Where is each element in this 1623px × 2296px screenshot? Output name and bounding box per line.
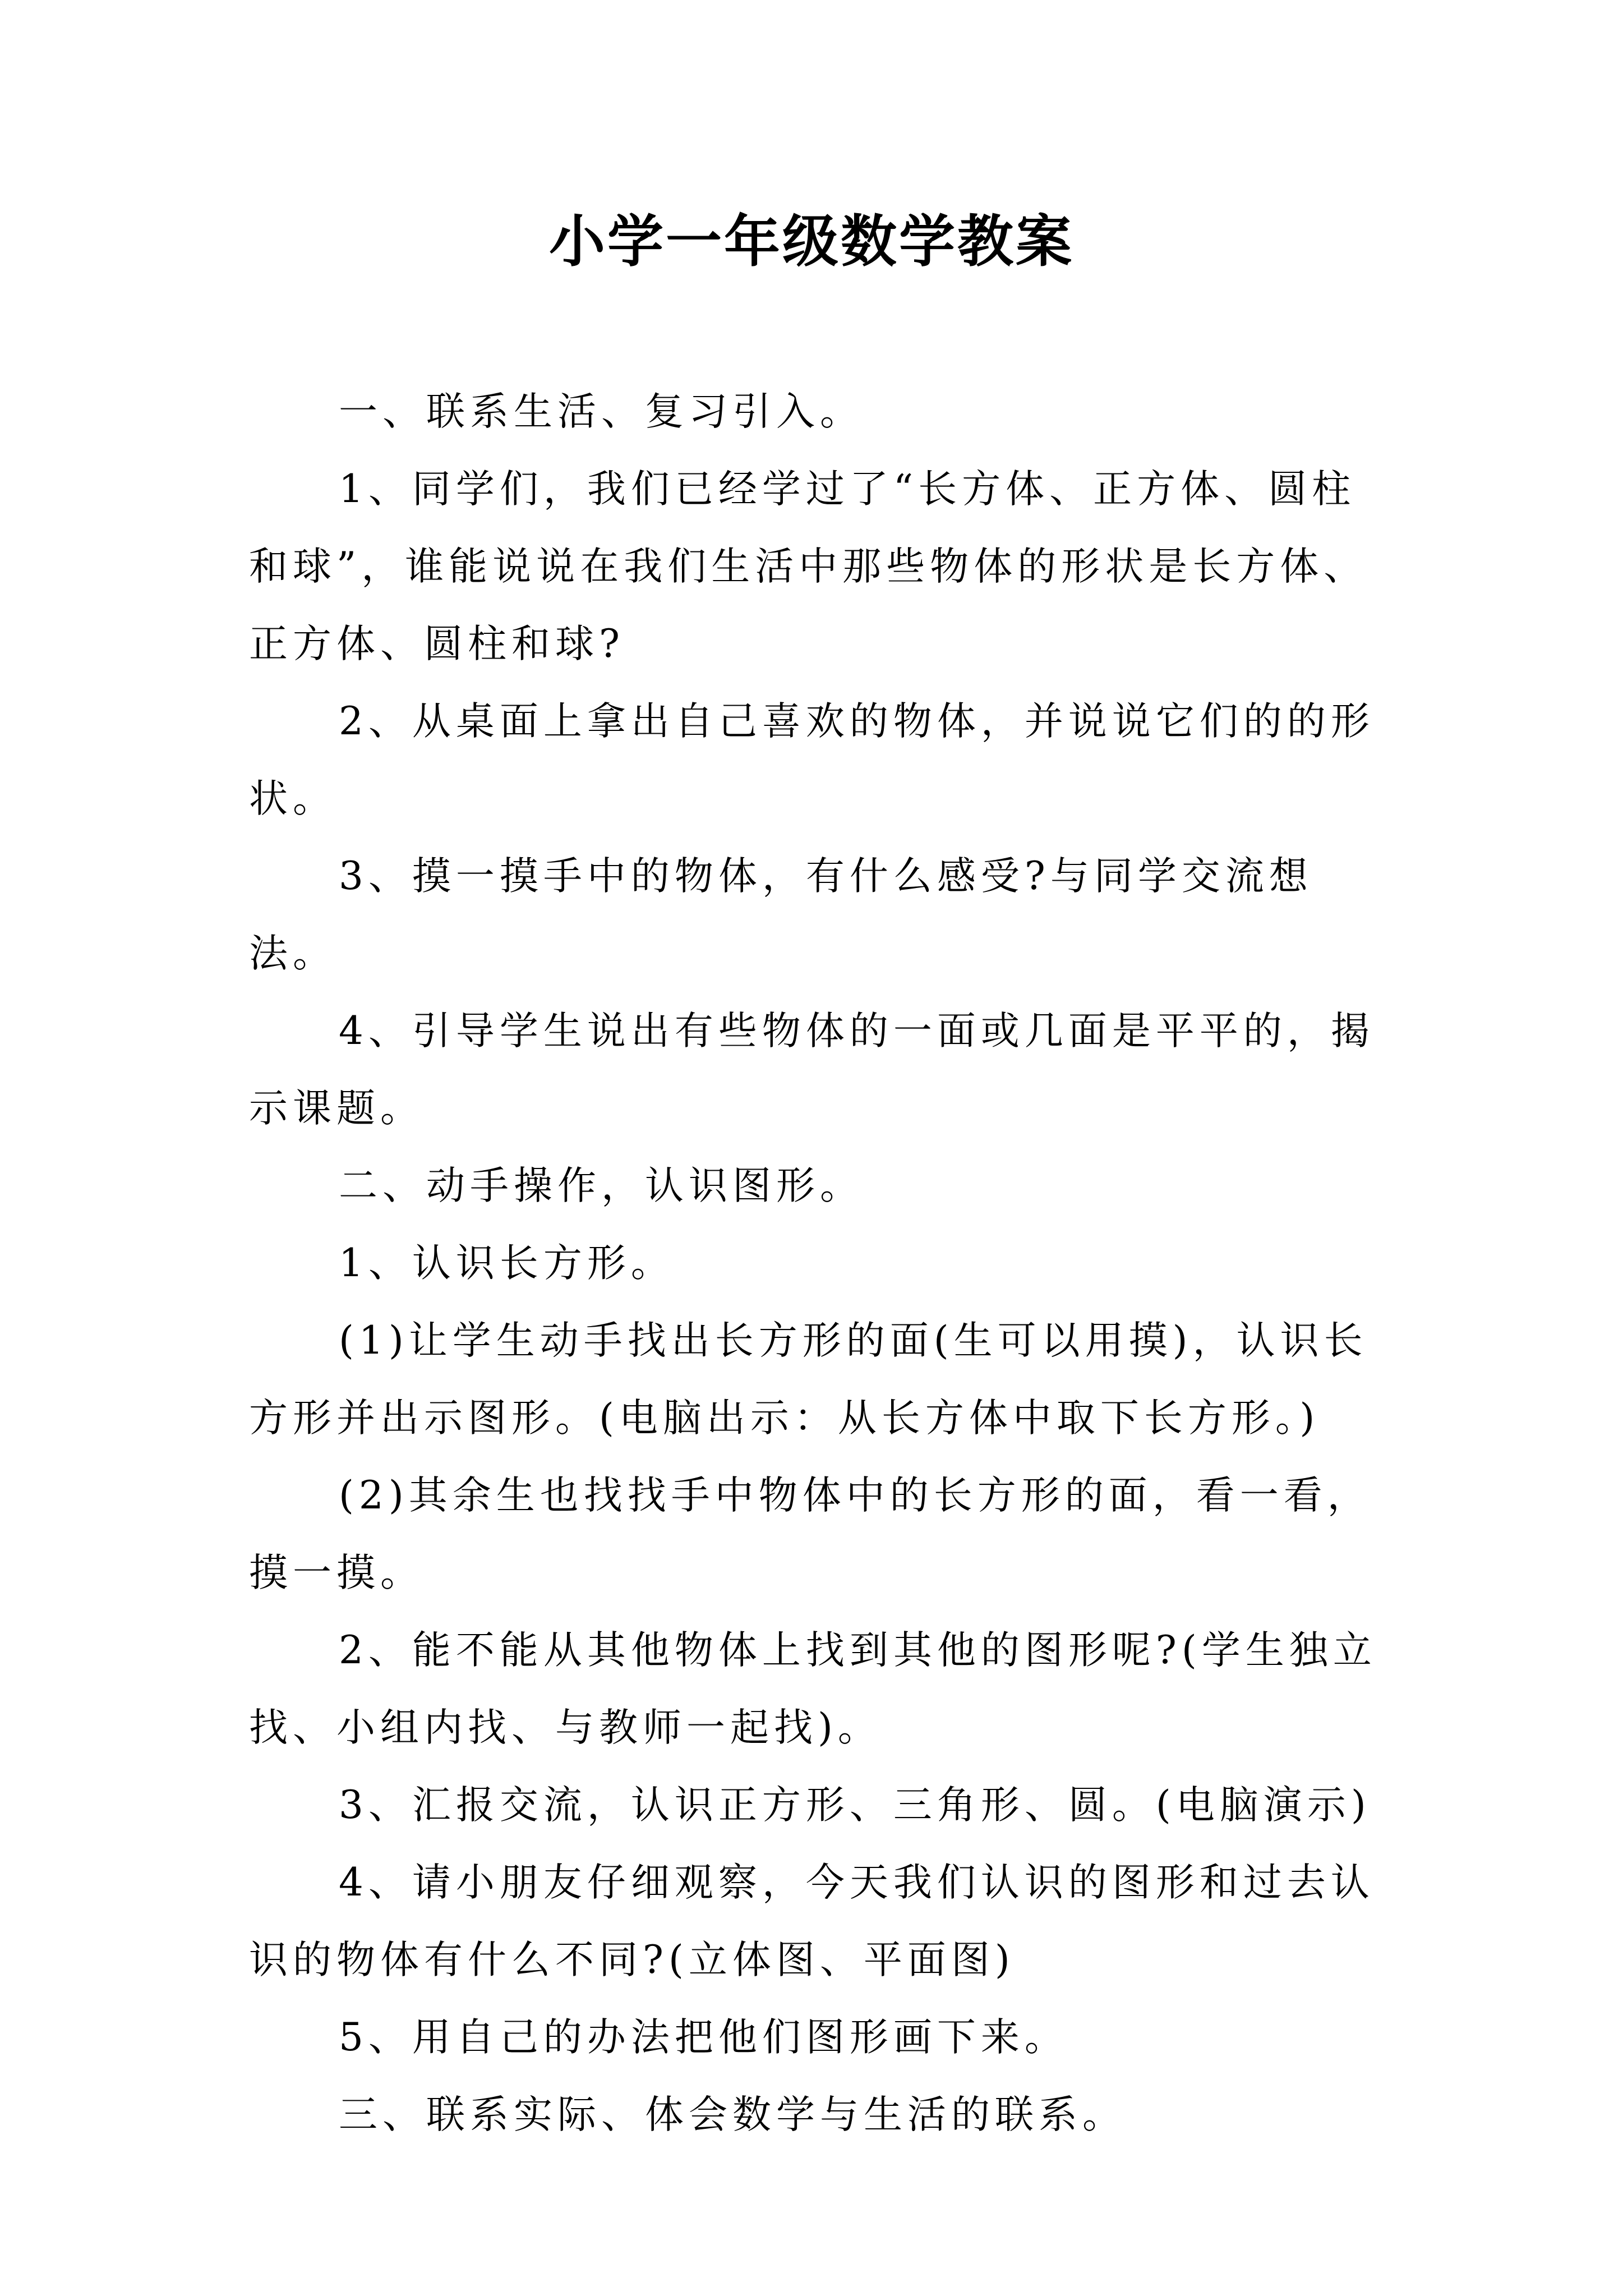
- paragraph: 3、汇报交流，认识正方形、三角形、圆。(电脑演示): [339, 1783, 1371, 1828]
- section-heading-1: 一、联系生活、复习引入。: [339, 389, 864, 434]
- document-title: 小学一年级数学教案: [549, 208, 1074, 274]
- paragraph: 2、从桌面上拿出自己喜欢的物体，并说说它们的的形状。: [249, 699, 1375, 821]
- paragraph: 5、用自己的办法把他们图形画下来。: [339, 2015, 1068, 2060]
- paragraph: 1、认识长方形。: [339, 1241, 675, 1286]
- document-body: [249, 373, 1382, 2154]
- paragraph: 2、能不能从其他物体上找到其他的图形呢?(学生独立找、小组内找、与教师一起找)。: [249, 1628, 1377, 1750]
- paragraph: 4、引导学生说出有些物体的一面或几面是平平的，揭示课题。: [249, 1009, 1375, 1131]
- paragraph: (1)让学生动手找出长方形的面(生可以用摸)，认识长方形并出示图形。(电脑出示：从长方体中取下长方形。): [249, 1318, 1368, 1441]
- paragraph: 4、请小朋友仔细观察，今天我们认识的图形和过去认识的物体有什么不同?(立体图、平面图): [249, 1860, 1375, 1982]
- paragraph: 1、同学们，我们已经学过了“长方体、正方体、圆柱和球”，谁能说说在我们生活中那些物体的形状是长方体、正方体、圆柱和球?: [249, 467, 1368, 666]
- section-heading-3: 三、联系实际、体会数学与生活的联系。: [339, 2092, 1126, 2137]
- paragraph: (2)其余生也找找手中物体中的长方形的面，看一看，摸一摸。: [249, 1473, 1371, 1595]
- paragraph: 3、摸一摸手中的物体，有什么感受?与同学交流想法。: [249, 854, 1313, 976]
- section-heading-2: 二、动手操作，认识图形。: [339, 1163, 864, 1208]
